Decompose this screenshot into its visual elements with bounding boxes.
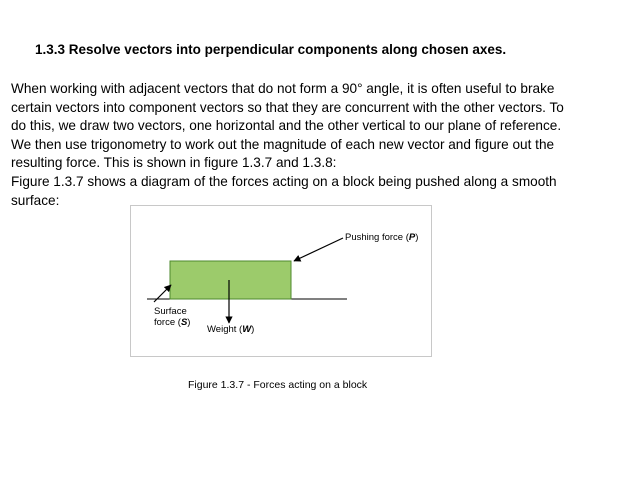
surface-force-label-line1: Surface xyxy=(154,306,187,317)
surface-force-label-line2: force (S) xyxy=(154,317,191,328)
forces-diagram xyxy=(130,205,432,357)
paragraph-line: When working with adjacent vectors that do not form a 90° angle, it is often useful to brake xyxy=(11,81,555,96)
section-heading: 1.3.3 Resolve vectors into perpendicular components along chosen axes. xyxy=(35,42,507,57)
pushing-force-label: Pushing force (P) xyxy=(345,232,419,243)
paragraph-line: surface: xyxy=(11,192,60,208)
paragraph-line: do this, we draw two vectors, one horizontal and the other vertical to our plane of reference. xyxy=(11,118,562,134)
paragraph-line: Figure 1.3.7 shows a diagram of the forces acting on a block being pushed along a smooth xyxy=(11,173,557,189)
weight-label: Weight (W) xyxy=(207,324,255,335)
figure-caption: Figure 1.3.7 - Forces acting on a block xyxy=(188,379,368,391)
paragraph-line: certain vectors into component vectors so that they are concurrent with the other vectors. To xyxy=(11,99,564,115)
paragraph-line: We then use trigonometry to work out the magnitude of each new vector and figure out the xyxy=(11,136,555,152)
pushing-force-arrow xyxy=(294,238,343,261)
paragraph-line: resulting force. This is shown in figure 1.3.7 and 1.3.8: xyxy=(11,155,337,171)
block xyxy=(170,261,291,299)
forces-diagram-svg xyxy=(131,206,433,358)
body-paragraph xyxy=(11,80,631,210)
